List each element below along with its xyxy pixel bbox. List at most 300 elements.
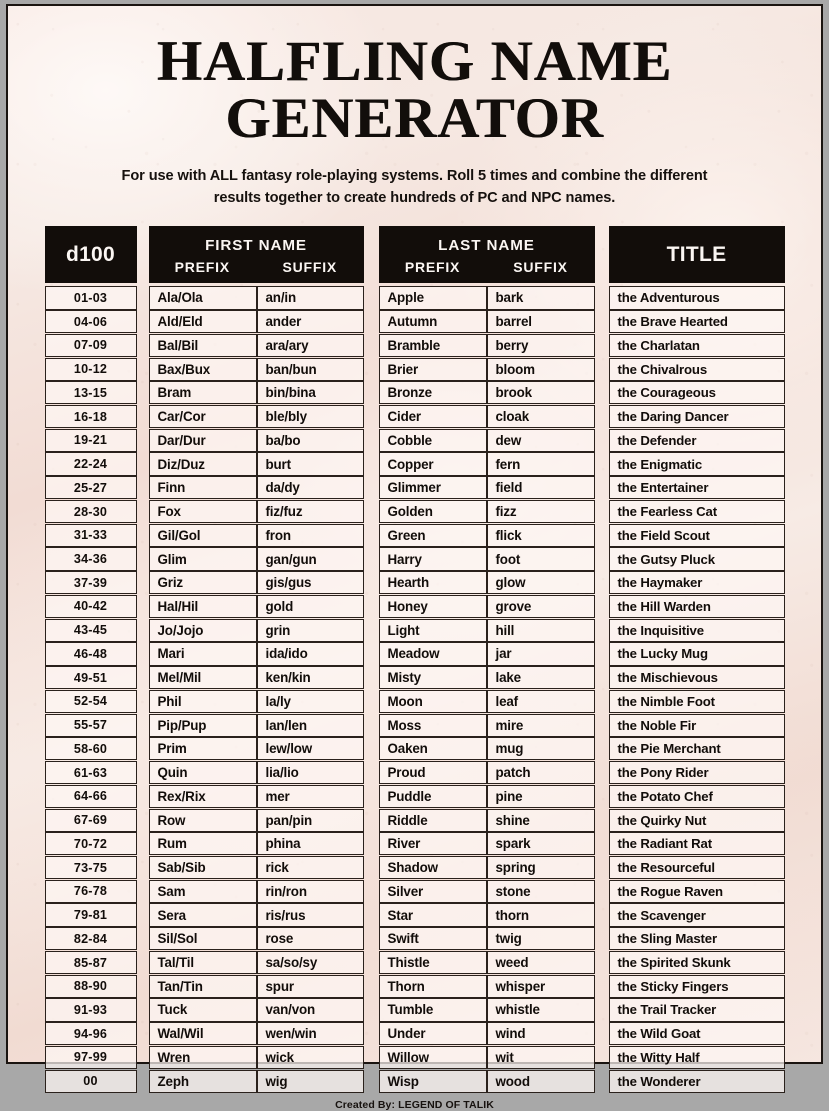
- cell-first-suffix: la/ly: [257, 690, 364, 713]
- cell-first-suffix: ara/ary: [257, 334, 364, 357]
- cell-title: the Sticky Fingers: [609, 975, 785, 998]
- table-row: [379, 737, 595, 760]
- table-row: [609, 642, 785, 665]
- cell-d100: 64-66: [45, 785, 137, 808]
- cell-first-prefix: Sera: [149, 903, 257, 926]
- cell-first-suffix: ble/bly: [257, 405, 364, 428]
- cell-d100: 22-24: [45, 452, 137, 475]
- table-row: [45, 476, 137, 499]
- cell-last-suffix: jar: [487, 642, 595, 665]
- table-row: [149, 405, 364, 428]
- cell-title: the Lucky Mug: [609, 642, 785, 665]
- cell-last-suffix: wood: [487, 1070, 595, 1093]
- cell-last-prefix: Thorn: [379, 975, 487, 998]
- cell-first-suffix: wick: [257, 1046, 364, 1069]
- cell-last-suffix: mug: [487, 737, 595, 760]
- cell-d100: 79-81: [45, 903, 137, 926]
- header-last-name-prefix: PREFIX: [404, 258, 461, 275]
- cell-first-suffix: rose: [257, 927, 364, 950]
- cell-last-prefix: Brier: [379, 358, 487, 381]
- table-row: [609, 785, 785, 808]
- table-row: [379, 1046, 595, 1069]
- page-subtitle: For use with ALL fantasy role-playing systems. Roll 5 times and combine the different results together to create hundreds of PC and NPC names.: [121, 168, 708, 207]
- cell-first-suffix: spur: [257, 975, 364, 998]
- cell-title: the Quirky Nut: [609, 809, 785, 832]
- table-row: [149, 666, 364, 689]
- page-title: HALFLING NAME GENERATOR: [156, 30, 673, 150]
- table-row: [609, 524, 785, 547]
- generator-table: [45, 226, 785, 1093]
- cell-first-prefix: Gil/Gol: [149, 524, 257, 547]
- cell-first-prefix: Rum: [149, 832, 257, 855]
- cell-title: the Gutsy Pluck: [609, 547, 785, 570]
- table-row: [45, 832, 137, 855]
- cell-first-prefix: Tuck: [149, 998, 257, 1021]
- table-row: [149, 951, 364, 974]
- cell-d100: 94-96: [45, 1022, 137, 1045]
- cell-d100: 16-18: [45, 405, 137, 428]
- cell-first-suffix: rin/ron: [257, 880, 364, 903]
- cell-first-suffix: wig: [257, 1070, 364, 1093]
- cell-d100: 76-78: [45, 880, 137, 903]
- cell-d100: 58-60: [45, 737, 137, 760]
- cell-last-suffix: pine: [487, 785, 595, 808]
- header-d100: d100: [45, 226, 137, 283]
- cell-first-suffix: ida/ido: [257, 642, 364, 665]
- table-row: [609, 405, 785, 428]
- table-row: [45, 286, 137, 309]
- cell-first-suffix: da/dy: [257, 476, 364, 499]
- cell-d100: 67-69: [45, 809, 137, 832]
- table-row: [45, 595, 137, 618]
- cell-title: the Pony Rider: [609, 761, 785, 784]
- cell-last-prefix: Cider: [379, 405, 487, 428]
- cell-first-prefix: Ala/Ola: [149, 286, 257, 309]
- cell-d100: 61-63: [45, 761, 137, 784]
- cell-last-prefix: Cobble: [379, 429, 487, 452]
- table-row: [45, 571, 137, 594]
- cell-first-suffix: grin: [257, 619, 364, 642]
- table-row: [45, 500, 137, 523]
- table-row: [45, 429, 137, 452]
- table-row: [609, 809, 785, 832]
- cell-last-suffix: foot: [487, 547, 595, 570]
- table-row: [45, 714, 137, 737]
- cell-title: the Entertainer: [609, 476, 785, 499]
- cell-last-suffix: barrel: [487, 310, 595, 333]
- table-row: [379, 832, 595, 855]
- table-row: [379, 951, 595, 974]
- cell-last-suffix: berry: [487, 334, 595, 357]
- cell-last-prefix: Green: [379, 524, 487, 547]
- cell-title: the Charlatan: [609, 334, 785, 357]
- table-row: [149, 595, 364, 618]
- cell-last-prefix: Autumn: [379, 310, 487, 333]
- title-rows: [609, 286, 785, 1093]
- cell-first-prefix: Tal/Til: [149, 951, 257, 974]
- cell-title: the Wonderer: [609, 1070, 785, 1093]
- table-row: [45, 547, 137, 570]
- table-row: [149, 310, 364, 333]
- cell-first-suffix: ander: [257, 310, 364, 333]
- cell-last-suffix: bloom: [487, 358, 595, 381]
- table-row: [149, 524, 364, 547]
- cell-last-prefix: Hearth: [379, 571, 487, 594]
- table-row: [149, 500, 364, 523]
- table-row: [45, 975, 137, 998]
- table-row: [609, 571, 785, 594]
- cell-last-prefix: Copper: [379, 452, 487, 475]
- cell-last-suffix: lake: [487, 666, 595, 689]
- table-row: [149, 785, 364, 808]
- table-row: [379, 286, 595, 309]
- cell-first-prefix: Sab/Sib: [149, 856, 257, 879]
- cell-first-prefix: Phil: [149, 690, 257, 713]
- cell-d100: 70-72: [45, 832, 137, 855]
- table-row: [149, 476, 364, 499]
- table-row: [379, 452, 595, 475]
- cell-first-prefix: Bal/Bil: [149, 334, 257, 357]
- cell-last-prefix: Bronze: [379, 381, 487, 404]
- cell-last-prefix: Star: [379, 903, 487, 926]
- cell-last-suffix: stone: [487, 880, 595, 903]
- header-first-name-label: FIRST NAME: [205, 236, 307, 254]
- table-row: [149, 429, 364, 452]
- cell-d100: 13-15: [45, 381, 137, 404]
- cell-first-suffix: pan/pin: [257, 809, 364, 832]
- cell-first-prefix: Fox: [149, 500, 257, 523]
- cell-title: the Trail Tracker: [609, 998, 785, 1021]
- table-row: [45, 951, 137, 974]
- header-last-name-suffix: SUFFIX: [513, 258, 568, 275]
- cell-first-suffix: van/von: [257, 998, 364, 1021]
- table-row: [609, 500, 785, 523]
- cell-first-suffix: ban/bun: [257, 358, 364, 381]
- table-row: [379, 785, 595, 808]
- cell-title: the Potato Chef: [609, 785, 785, 808]
- cell-last-prefix: Misty: [379, 666, 487, 689]
- cell-last-prefix: Puddle: [379, 785, 487, 808]
- cell-last-prefix: Proud: [379, 761, 487, 784]
- table-row: [45, 927, 137, 950]
- table-row: [379, 619, 595, 642]
- cell-first-suffix: mer: [257, 785, 364, 808]
- table-row: [45, 761, 137, 784]
- table-row: [609, 310, 785, 333]
- table-row: [379, 310, 595, 333]
- column-group-title: [609, 226, 785, 1093]
- column-group-last-name: [379, 226, 595, 1093]
- cell-first-prefix: Prim: [149, 737, 257, 760]
- cell-d100: 43-45: [45, 619, 137, 642]
- cell-last-suffix: thorn: [487, 903, 595, 926]
- table-row: [149, 880, 364, 903]
- cell-last-prefix: Meadow: [379, 642, 487, 665]
- cell-title: the Scavenger: [609, 903, 785, 926]
- table-row: [149, 714, 364, 737]
- table-row: [609, 619, 785, 642]
- cell-first-prefix: Dar/Dur: [149, 429, 257, 452]
- table-row: [379, 809, 595, 832]
- cell-last-prefix: Oaken: [379, 737, 487, 760]
- cell-title: the Sling Master: [609, 927, 785, 950]
- table-row: [45, 524, 137, 547]
- cell-first-prefix: Mel/Mil: [149, 666, 257, 689]
- cell-title: the Enigmatic: [609, 452, 785, 475]
- table-row: [379, 856, 595, 879]
- cell-first-prefix: Bram: [149, 381, 257, 404]
- table-row: [609, 714, 785, 737]
- cell-first-suffix: ba/bo: [257, 429, 364, 452]
- cell-last-suffix: hill: [487, 619, 595, 642]
- table-row: [45, 310, 137, 333]
- cell-last-prefix: Golden: [379, 500, 487, 523]
- cell-first-prefix: Wal/Wil: [149, 1022, 257, 1045]
- table-row: [45, 809, 137, 832]
- table-row: [149, 832, 364, 855]
- cell-first-suffix: ken/kin: [257, 666, 364, 689]
- cell-last-prefix: Thistle: [379, 951, 487, 974]
- table-row: [379, 405, 595, 428]
- header-last-name: [379, 226, 595, 283]
- table-row: [609, 998, 785, 1021]
- table-row: [45, 903, 137, 926]
- cell-title: the Adventurous: [609, 286, 785, 309]
- table-row: [609, 832, 785, 855]
- d100-rows: [45, 286, 137, 1093]
- cell-d100: 10-12: [45, 358, 137, 381]
- table-row: [379, 642, 595, 665]
- cell-first-prefix: Griz: [149, 571, 257, 594]
- cell-last-prefix: River: [379, 832, 487, 855]
- table-row: [379, 690, 595, 713]
- cell-first-prefix: Mari: [149, 642, 257, 665]
- table-row: [45, 642, 137, 665]
- cell-last-suffix: whisper: [487, 975, 595, 998]
- table-row: [45, 334, 137, 357]
- table-row: [379, 998, 595, 1021]
- table-row: [379, 358, 595, 381]
- table-row: [379, 1070, 595, 1093]
- cell-first-prefix: Quin: [149, 761, 257, 784]
- table-row: [609, 880, 785, 903]
- cell-first-prefix: Sam: [149, 880, 257, 903]
- table-row: [45, 405, 137, 428]
- table-row: [379, 334, 595, 357]
- table-row: [609, 951, 785, 974]
- table-row: [149, 1022, 364, 1045]
- cell-d100: 37-39: [45, 571, 137, 594]
- table-row: [609, 452, 785, 475]
- cell-title: the Pie Merchant: [609, 737, 785, 760]
- cell-last-suffix: fern: [487, 452, 595, 475]
- table-row: [379, 666, 595, 689]
- table-row: [379, 476, 595, 499]
- cell-title: the Daring Dancer: [609, 405, 785, 428]
- cell-title: the Mischievous: [609, 666, 785, 689]
- table-row: [149, 737, 364, 760]
- table-row: [45, 1046, 137, 1069]
- cell-last-suffix: glow: [487, 571, 595, 594]
- header-title: TITLE: [609, 226, 785, 283]
- cell-first-suffix: lan/len: [257, 714, 364, 737]
- cell-first-suffix: gis/gus: [257, 571, 364, 594]
- cell-title: the Witty Half: [609, 1046, 785, 1069]
- cell-first-suffix: sa/so/sy: [257, 951, 364, 974]
- cell-last-prefix: Willow: [379, 1046, 487, 1069]
- cell-first-prefix: Row: [149, 809, 257, 832]
- cell-first-suffix: lia/lio: [257, 761, 364, 784]
- table-row: [609, 1022, 785, 1045]
- cell-last-prefix: Under: [379, 1022, 487, 1045]
- table-row: [609, 1070, 785, 1093]
- cell-d100: 97-99: [45, 1046, 137, 1069]
- cell-first-prefix: Wren: [149, 1046, 257, 1069]
- table-row: [45, 619, 137, 642]
- cell-last-suffix: spring: [487, 856, 595, 879]
- table-row: [609, 286, 785, 309]
- table-row: [379, 1022, 595, 1045]
- cell-first-prefix: Finn: [149, 476, 257, 499]
- cell-first-suffix: gold: [257, 595, 364, 618]
- cell-title: the Chivalrous: [609, 358, 785, 381]
- cell-d100: 49-51: [45, 666, 137, 689]
- table-row: [149, 358, 364, 381]
- table-row: [609, 381, 785, 404]
- cell-d100: 82-84: [45, 927, 137, 950]
- cell-d100: 88-90: [45, 975, 137, 998]
- table-row: [149, 975, 364, 998]
- cell-title: the Haymaker: [609, 571, 785, 594]
- column-group-first-name: [149, 226, 364, 1093]
- cell-d100: 00: [45, 1070, 137, 1093]
- table-row: [379, 381, 595, 404]
- cell-last-suffix: field: [487, 476, 595, 499]
- table-row: [609, 429, 785, 452]
- cell-title: the Brave Hearted: [609, 310, 785, 333]
- cell-d100: 07-09: [45, 334, 137, 357]
- table-row: [609, 690, 785, 713]
- table-row: [609, 476, 785, 499]
- table-row: [609, 358, 785, 381]
- cell-first-prefix: Diz/Duz: [149, 452, 257, 475]
- credit-line: Created By: LEGEND OF TALIK: [335, 1099, 494, 1111]
- table-row: [45, 856, 137, 879]
- table-row: [149, 903, 364, 926]
- table-row: [45, 1022, 137, 1045]
- cell-first-prefix: Rex/Rix: [149, 785, 257, 808]
- cell-title: the Noble Fir: [609, 714, 785, 737]
- last-name-rows: [379, 286, 595, 1093]
- table-row: [609, 666, 785, 689]
- table-row: [149, 1046, 364, 1069]
- cell-last-suffix: patch: [487, 761, 595, 784]
- cell-d100: 34-36: [45, 547, 137, 570]
- table-row: [45, 880, 137, 903]
- table-row: [149, 642, 364, 665]
- cell-last-prefix: Harry: [379, 547, 487, 570]
- table-row: [45, 737, 137, 760]
- cell-last-prefix: Moss: [379, 714, 487, 737]
- cell-first-prefix: Zeph: [149, 1070, 257, 1093]
- cell-first-suffix: rick: [257, 856, 364, 879]
- table-row: [609, 1046, 785, 1069]
- first-name-rows: [149, 286, 364, 1093]
- cell-last-prefix: Swift: [379, 927, 487, 950]
- cell-last-prefix: Silver: [379, 880, 487, 903]
- cell-d100: 04-06: [45, 310, 137, 333]
- table-row: [379, 880, 595, 903]
- table-row: [609, 975, 785, 998]
- cell-last-suffix: bark: [487, 286, 595, 309]
- table-row: [149, 1070, 364, 1093]
- table-row: [149, 690, 364, 713]
- cell-first-suffix: fron: [257, 524, 364, 547]
- cell-title: the Radiant Rat: [609, 832, 785, 855]
- cell-last-prefix: Bramble: [379, 334, 487, 357]
- header-first-name-prefix: PREFIX: [174, 258, 230, 275]
- cell-title: the Hill Warden: [609, 595, 785, 618]
- cell-last-prefix: Tumble: [379, 998, 487, 1021]
- cell-first-prefix: Car/Cor: [149, 405, 257, 428]
- table-row: [45, 1070, 137, 1093]
- cell-d100: 25-27: [45, 476, 137, 499]
- cell-first-prefix: Jo/Jojo: [149, 619, 257, 642]
- cell-first-suffix: gan/gun: [257, 547, 364, 570]
- cell-d100: 19-21: [45, 429, 137, 452]
- table-row: [149, 381, 364, 404]
- cell-last-suffix: cloak: [487, 405, 595, 428]
- cell-last-suffix: shine: [487, 809, 595, 832]
- cell-last-suffix: whistle: [487, 998, 595, 1021]
- table-row: [149, 619, 364, 642]
- cell-last-prefix: Moon: [379, 690, 487, 713]
- cell-last-prefix: Wisp: [379, 1070, 487, 1093]
- table-row: [609, 903, 785, 926]
- table-row: [609, 927, 785, 950]
- header-last-name-label: LAST NAME: [438, 236, 535, 254]
- cell-title: the Fearless Cat: [609, 500, 785, 523]
- cell-last-suffix: leaf: [487, 690, 595, 713]
- table-row: [379, 714, 595, 737]
- table-row: [149, 452, 364, 475]
- cell-d100: 85-87: [45, 951, 137, 974]
- table-row: [45, 381, 137, 404]
- table-row: [45, 785, 137, 808]
- table-row: [609, 856, 785, 879]
- cell-first-prefix: Pip/Pup: [149, 714, 257, 737]
- table-row: [149, 571, 364, 594]
- table-row: [379, 429, 595, 452]
- cell-last-suffix: wind: [487, 1022, 595, 1045]
- cell-last-prefix: Honey: [379, 595, 487, 618]
- cell-first-prefix: Bax/Bux: [149, 358, 257, 381]
- table-row: [379, 761, 595, 784]
- cell-last-suffix: flick: [487, 524, 595, 547]
- table-row: [45, 998, 137, 1021]
- cell-last-prefix: Riddle: [379, 809, 487, 832]
- cell-d100: 91-93: [45, 998, 137, 1021]
- header-first-name-suffix: SUFFIX: [282, 258, 338, 275]
- table-row: [609, 547, 785, 570]
- cell-last-suffix: fizz: [487, 500, 595, 523]
- cell-first-suffix: wen/win: [257, 1022, 364, 1045]
- cell-d100: 46-48: [45, 642, 137, 665]
- cell-last-prefix: Glimmer: [379, 476, 487, 499]
- cell-first-prefix: Hal/Hil: [149, 595, 257, 618]
- cell-last-suffix: dew: [487, 429, 595, 452]
- table-row: [45, 666, 137, 689]
